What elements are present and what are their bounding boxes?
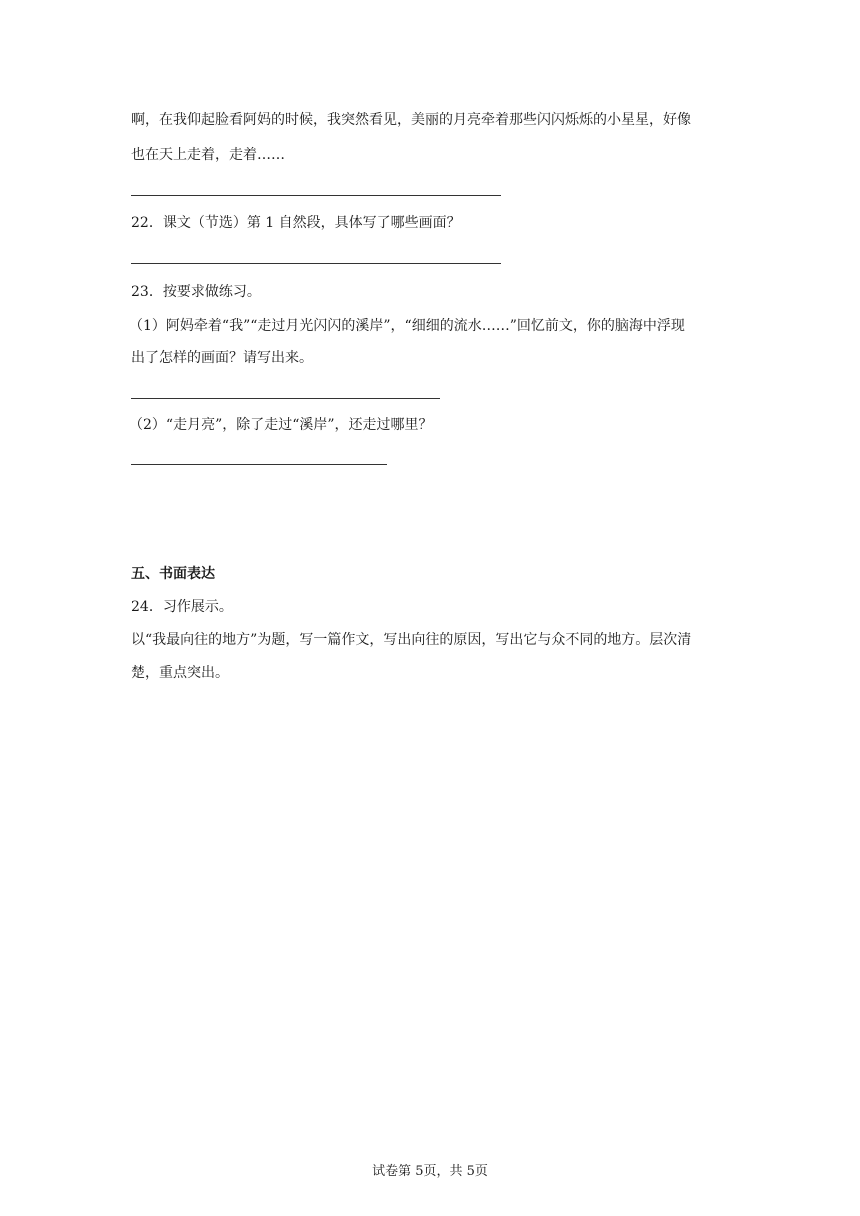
section-title-5: 五、书面表达	[131, 566, 215, 582]
answer-line-21	[131, 195, 501, 196]
answer-line-23-2	[131, 464, 387, 465]
question-23-sub2: （2）“走月亮”，除了走过“溪岸”，还走过哪里？	[129, 417, 433, 433]
passage-line-2: 也在天上走着，走着……	[131, 147, 285, 163]
question-24-prompt-line2: 楚，重点突出。	[131, 665, 229, 681]
question-24-prompt-line1: 以“我最向往的地方”为题，写一篇作文，写出向往的原因，写出它与众不同的地方。层次清	[131, 632, 692, 648]
question-23: 23．按要求做练习。	[131, 284, 261, 300]
passage-line-1: 啊，在我仰起脸看阿妈的时候，我突然看见，美丽的月亮牵着那些闪闪烁烁的小星星，好像	[131, 112, 691, 128]
answer-line-22	[131, 263, 501, 264]
question-23-sub1-line2: 出了怎样的画面？请写出来。	[131, 350, 313, 366]
question-23-sub1-line1: （1）阿妈牵着“我”“走过月光闪闪的溪岸”，“细细的流水……”回忆前文，你的脑海中浮现	[129, 318, 685, 334]
question-22: 22．课文（节选）第 1 自然段，具体写了哪些画面？	[131, 215, 461, 231]
answer-line-23-1	[131, 398, 440, 399]
page-footer: 试卷第 5页，共 5页	[372, 1164, 488, 1179]
question-24: 24．习作展示。	[131, 599, 233, 615]
